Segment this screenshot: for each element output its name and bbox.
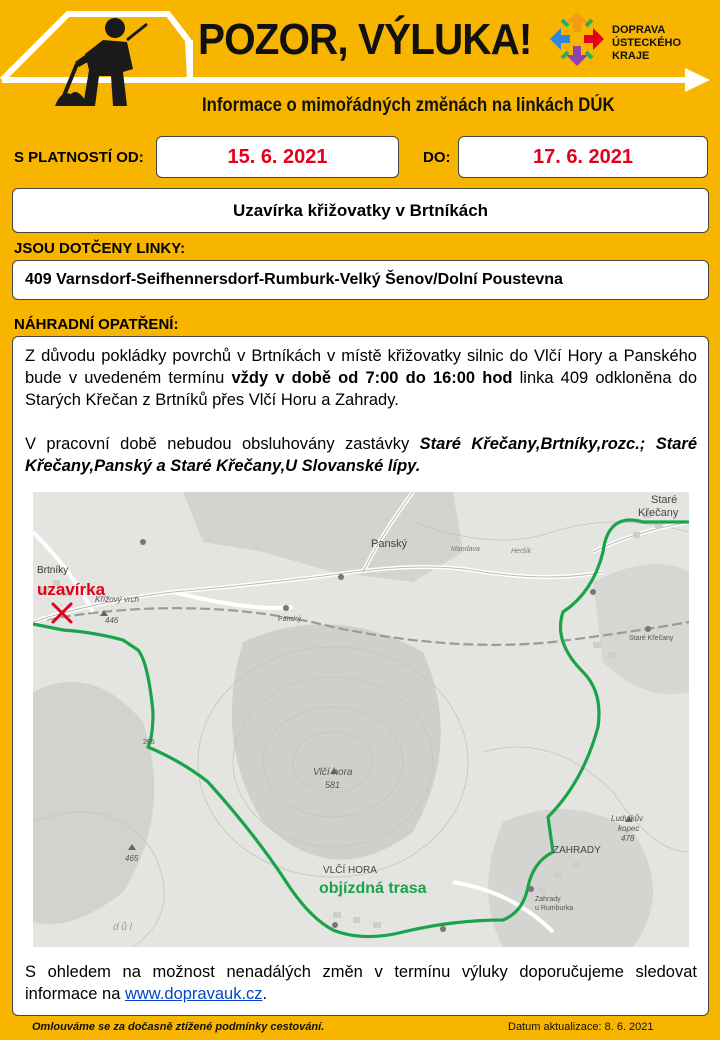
paragraph-1: Z důvodu pokládky povrchů v Brtníkách v místě křižovatky silnic do Vlčí Hory a Panského bude v uvedeném termínu vždy v době od 7:00 do 16:00 hod linka 409 odkloněna do Starých Křečan z Brtníků přes Vlčí Horu a Zahrady.	[25, 347, 697, 409]
duk-logo-text	[612, 24, 681, 63]
time-window: vždy v době od 7:00 do 16:00 hod	[231, 369, 513, 387]
header	[0, 0, 720, 135]
worker-icon	[55, 14, 150, 109]
paragraph-2: V pracovní době nebudou obsluhovány zastávky Staré Křečany,Brtníky,rozc.; Staré Křečany,Panský a Staré Křečany,U Slovanské lípy.	[25, 435, 698, 475]
place-stare-krecany-2: Křečany	[638, 507, 679, 519]
valid-from-value: 15. 6. 2021	[156, 136, 399, 178]
road-265: 265	[143, 739, 155, 746]
valid-to-label: DO:	[423, 149, 451, 166]
lines-label: JSOU DOTČENY LINKY:	[14, 240, 186, 257]
detour-label: objízdná trasa	[319, 880, 427, 897]
closure-label: uzavírka	[37, 580, 106, 599]
headline: Uzavírka křižovatky v Brtníkách	[232, 201, 489, 220]
alt-krizovy: 446	[105, 616, 119, 625]
detour-map	[33, 492, 689, 947]
place-brtniky: Brtníky	[37, 565, 69, 576]
stop-zahrady-2: u Rumburka	[535, 905, 574, 912]
place-zahrady: ZAHRADY	[553, 845, 601, 856]
page-title: POZOR, VÝLUKA!	[198, 15, 532, 64]
place-pansky: Panský	[371, 538, 408, 550]
lines-value: 409 Varnsdorf-Seifhennersdorf-Rumburk-Velký Šenov/Dolní Poustevna	[25, 271, 563, 288]
measures-box	[12, 336, 709, 1016]
duk-logo-icon	[548, 10, 606, 68]
alt-465: 465	[125, 854, 139, 863]
stop-pansky: Panský	[278, 616, 301, 623]
place-vlci-hora: VLČÍ HORA	[323, 865, 377, 876]
place-krizovy-vrch: Křížový vrch	[95, 595, 140, 604]
measures-label: NÁHRADNÍ OPATŘENÍ:	[14, 316, 179, 333]
place-stare-krecany-1: Staré	[651, 494, 678, 506]
paragraph-3: S ohledem na možnost nenadálých změn v termínu výluky doporučujeme sledovat informace na www.dopravauk.cz.	[25, 963, 697, 1003]
peak-ludvikuv-2: kopec	[618, 824, 640, 833]
footer-apology: Omlouváme se za dočasně ztížené podmínky cestování.	[32, 1021, 325, 1033]
alt-ludvikuv: 478	[621, 834, 635, 843]
valley-dul: d ů l	[113, 922, 132, 933]
headline-box	[12, 188, 709, 233]
valid-from-label: S PLATNOSTÍ OD:	[14, 149, 144, 166]
logo-line-2: ÚSTECKÉHO	[612, 37, 682, 49]
page-subtitle: Informace o mimořádných změnách na linkách DÚK	[202, 95, 615, 116]
valid-to-value: 17. 6. 2021	[458, 136, 708, 178]
stream-hercik: Heršík	[511, 548, 532, 555]
stop-stare-krecany: Staré Křečany	[629, 635, 674, 642]
footer-updated: Datum aktualizace: 8. 6. 2021	[508, 1021, 654, 1033]
lines-box	[12, 260, 709, 300]
website-link[interactable]: www.dopravauk.cz	[124, 985, 263, 1003]
alt-vlci-hora: 581	[325, 780, 341, 790]
peak-vlci-hora: Vlčí hora	[313, 767, 353, 778]
stop-zahrady-1: Zahrady	[535, 896, 561, 903]
closed-stops: Staré Křečany,Brtníky,rozc.; Staré Křečany,Panský a Staré Křečany,U Slovanské lípy.	[25, 435, 698, 475]
stream-mandava: Mandava	[451, 546, 480, 553]
peak-ludvikuv-1: Ludvíkův	[611, 814, 644, 823]
map-background	[33, 492, 689, 947]
logo-line-1: DOPRAVA	[612, 24, 666, 36]
logo-line-3: KRAJE	[612, 50, 650, 62]
